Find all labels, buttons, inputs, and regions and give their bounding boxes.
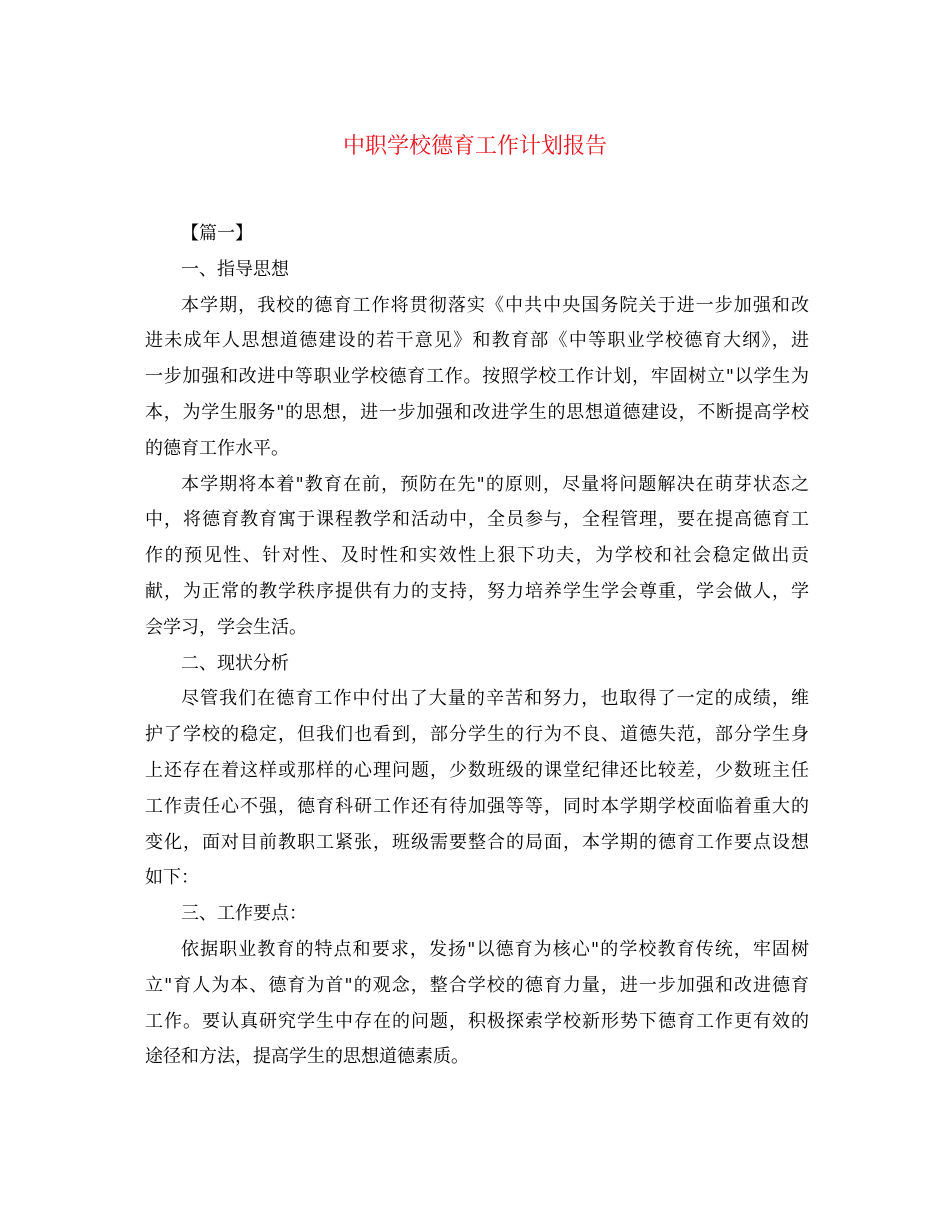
text-line: 上还存在着这样或那样的心理问题，少数班级的课堂纪律还比较差，少数班主任 (145, 759, 809, 781)
text-line: 变化，面对目前教职工紧张，班级需要整合的局面，本学期的德育工作要点设想 (145, 831, 809, 853)
text-line: 护了学校的稳定，但我们也看到，部分学生的行为不良、道德失范，部分学生身 (145, 724, 809, 746)
text-line: 工作责任心不强，德育科研工作还有待加强等等，同时本学期学校面临着重大的 (145, 795, 809, 817)
text-line: 会学习，学会生活。 (145, 616, 307, 638)
text-line: 作的预见性、针对性、及时性和实效性上狠下功夫，为学校和社会稳定做出贡 (145, 545, 809, 567)
text-line: 二、现状分析 (181, 652, 289, 674)
document-body (145, 216, 809, 1075)
text-line: 三、工作要点： (181, 903, 307, 925)
text-line: 本学期，我校的德育工作将贯彻落实《中共中央国务院关于进一步加强和改 (181, 294, 809, 316)
text-line: 尽管我们在德育工作中付出了大量的辛苦和努力，也取得了一定的成绩，维 (181, 688, 809, 710)
text-line: 本学期将本着"教育在前，预防在先"的原则，尽量将问题解决在萌芽状态之 (181, 473, 809, 495)
text-line: 一步加强和改进中等职业学校德育工作。按照学校工作计划，牢固树立"以学生为 (145, 366, 809, 388)
text-line: 中，将德育教育寓于课程教学和活动中，全员参与，全程管理，要在提高德育工 (145, 509, 809, 531)
document-title: 中职学校德育工作计划报告 (342, 134, 607, 159)
text-line: 进未成年人思想道德建设的若干意见》和教育部《中等职业学校德育大纲》，进 (145, 330, 809, 352)
text-line: 的德育工作水平。 (145, 437, 289, 459)
text-line: 途径和方法，提高学生的思想道德素质。 (145, 1046, 469, 1068)
text-line: 依据职业教育的特点和要求，发扬"以德育为核心"的学校教育传统，牢固树 (181, 938, 809, 960)
text-line: 本，为学生服务"的思想，进一步加强和改进学生的思想道德建设，不断提高学校 (145, 401, 809, 423)
text-line: 【篇一】 (181, 223, 253, 244)
text-line: 立"育人为本、德育为首"的观念，整合学校的德育力量，进一步加强和改进德育 (145, 974, 809, 996)
text-line: 献，为正常的教学秩序提供有力的支持，努力培养学生学会尊重，学会做人，学 (145, 580, 809, 602)
text-line: 一、指导思想 (181, 258, 289, 280)
text-line: 如下： (145, 867, 199, 889)
text-line: 工作。要认真研究学生中存在的问题，积极探索学校新形势下德育工作更有效的 (145, 1010, 809, 1032)
